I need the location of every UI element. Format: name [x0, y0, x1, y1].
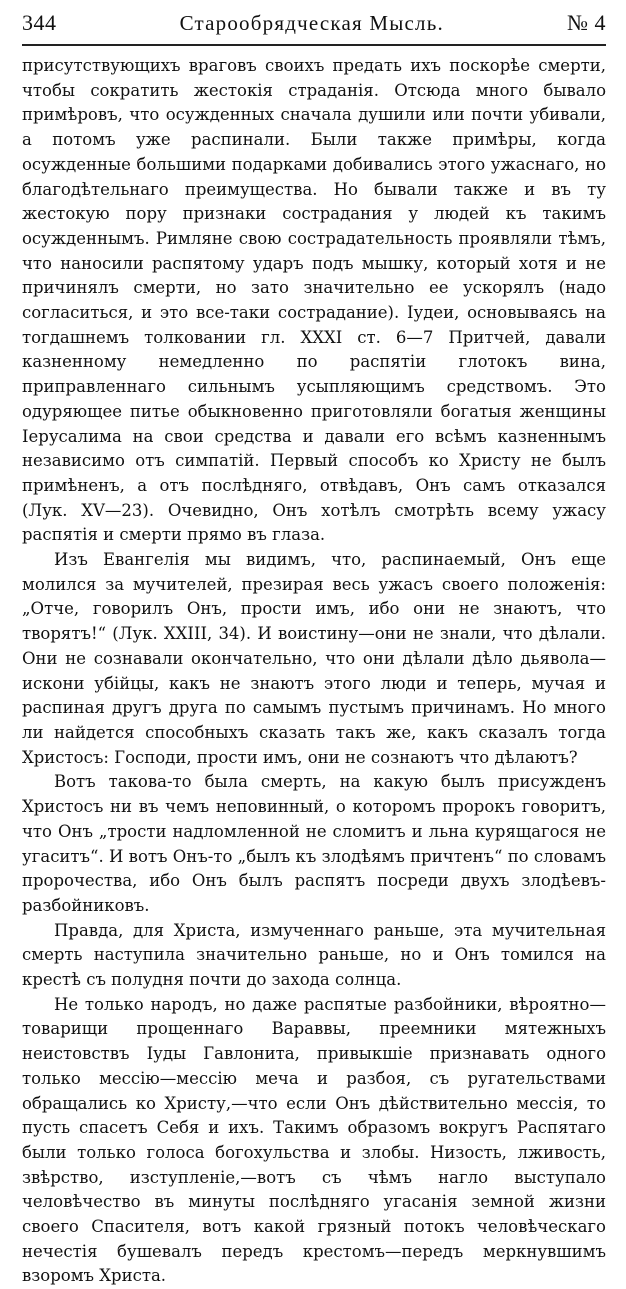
- paragraph-4: Правда, для Христа, измученнаго раньше, эта мучительная смерть наступила значительно раньше, но и Онъ томился на крестѣ съ полудня почти до захода солнца.: [22, 920, 606, 990]
- paragraph-2: Изъ Евангелія мы видимъ, что, распинаемый, Онъ еще молился за мучителей, презирая весь ужасъ своего положенія: „Отче, говорилъ Онъ, прости имъ, ибо они не знаютъ, что творятъ!“ (Лук. XXIII, 34). И воистину—они не знали, что дѣлали. Они не сознавали окончательно, что они дѣлали дѣло дьявола—искони убійцы, какъ не знаютъ этого люди и теперь, мучая и распиная другъ друга по самымъ пустымъ причинамъ. Но много ли найдется способныхъ сказать такъ же, какъ сказалъ тогда Христосъ: Господи, прости имъ, они не сознаютъ что дѣлаютъ?: [22, 550, 606, 767]
- paragraph-1: присутствующихъ враговъ своихъ предать ихъ поскорѣе смерти, чтобы сократить жестокія страданія. Отсюда много бывало примѣровъ, что осужденных сначала душили или почти убивали, а потомъ уже распинали. Были также примѣры, когда осужденные большими подарками добивались этого ужаснаго, но благодѣтельнаго преимущества. Но бывали также и въ ту жестокую пору признаки сострадания у людей къ такимъ осужденнымъ. Римляне свою сострадательность проявляли тѣмъ, что наносили распятому ударъ подъ мышку, который хотя и не причинялъ смерти, но зато значительно ее ускорялъ (надо согласиться, и это все-таки сострадание). Іудеи, основываясь на тогдашнемъ толковании гл. XXXI ст. 6—7 Притчей, давали казненному немедленно по распятіи глотокъ вина, приправленнаго сильнымъ усыпляющимъ средствомъ. Это одуряющее питье обыкновенно приготовляли богатыя женщины Іерусалима на свои средства и давали его всѣмъ казненнымъ независимо отъ симпатій. Первый способъ ко Христу не былъ примѣненъ, а отъ послѣдняго, отвѣдавъ, Онъ самъ отказался (Лук. XV—23). Очевидно, Онъ хотѣлъ смотрѣть всему ужасу распятія и смерти прямо въ глаза.: [22, 56, 606, 545]
- page-number: 344: [22, 10, 57, 35]
- article-body: [22, 54, 606, 1289]
- paragraph-5: Не только народъ, но даже распятые разбойники, вѣроятно—товарищи прощеннаго Вараввы, преемники мятежныхъ неистовствъ Іуды Гавлонита, привыкшіе признавать одного только мессію—мессію меча и разбоя, съ ругательствами обращались ко Христу,—что если Онъ дѣйствительно мессія, то пусть спасетъ Себя и ихъ. Такимъ образомъ вокругъ Распятаго были только голоса богохульства и злобы. Низость, лживость, звѣрство, изступленіе,—вотъ съ чѣмъ нагло выступало человѣчество въ минуты послѣдняго угасанія земной жизни своего Спасителя, вотъ какой грязный потокъ человѣческаго нечестія бушевалъ передъ крестомъ—передъ меркнувшимъ взоромъ Христа.: [22, 994, 606, 1286]
- journal-title: Старообрядческая Мысль.: [179, 11, 444, 35]
- issue-number: № 4: [567, 10, 606, 35]
- paragraph-3: Вотъ такова-то была смерть, на какую былъ присужденъ Христосъ ни въ чемъ неповинный, о которомъ пророкъ говоритъ, что Онъ „трости надломленной не сломитъ и льна курящагося не угаситъ“. И вотъ Онъ-то „былъ къ злодѣямъ причтенъ“ по словамъ пророчества, ибо Онъ былъ распятъ посреди двухъ злодѣевъ-разбойниковъ.: [22, 772, 606, 915]
- running-header: [22, 10, 606, 46]
